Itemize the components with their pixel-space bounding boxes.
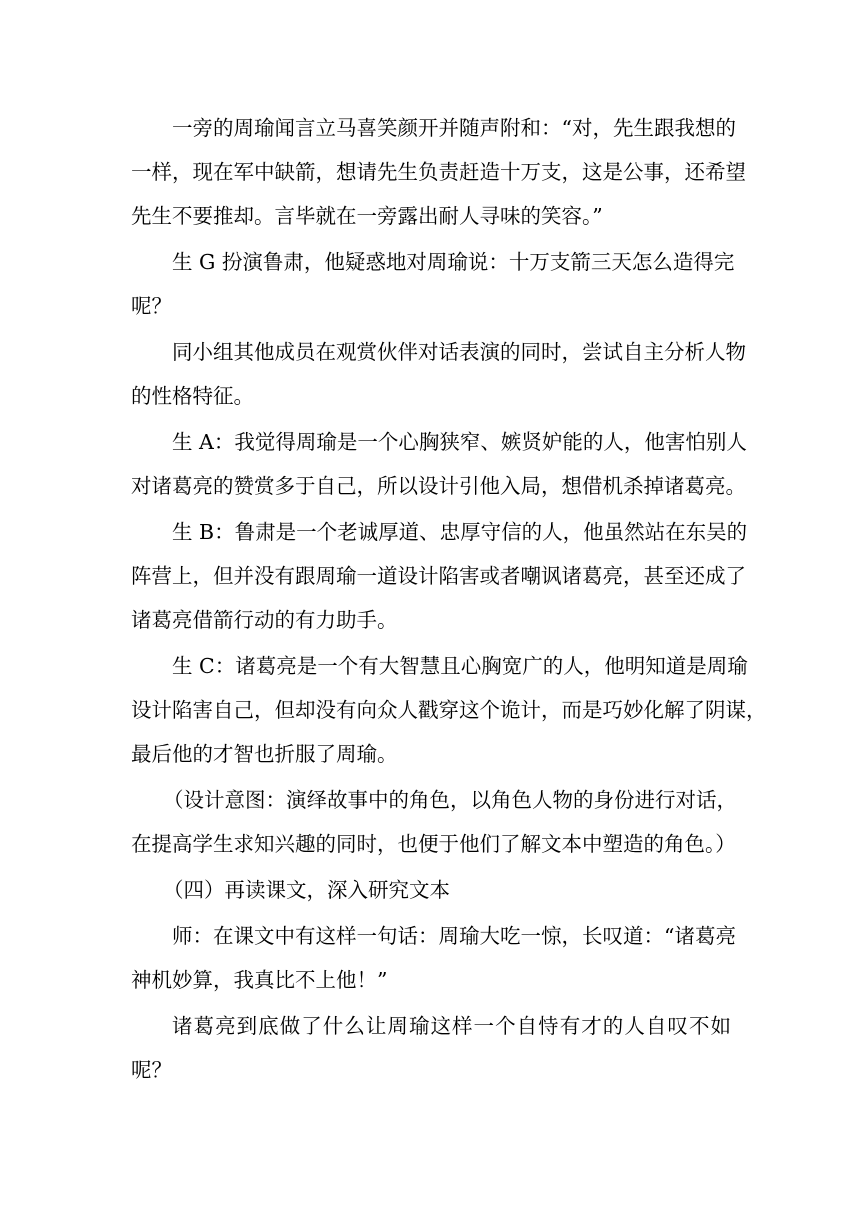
paragraph-5-line-2: 阵营上，但并没有跟周瑜一道设计陷害或者嘲讽诸葛亮，甚至还成了 — [131, 564, 746, 588]
paragraph-9-line-2: 神机妙算，我真比不上他！” — [131, 968, 388, 992]
paragraph-5-line-3: 诸葛亮借箭行动的有力助手。 — [131, 608, 398, 632]
paragraph-9-line-1: 师：在课文中有这样一句话：周瑜大吃一惊，长叹道：“诸葛亮 — [172, 924, 736, 948]
paragraph-3-line-2: 的性格特征。 — [131, 384, 254, 408]
paragraph-1-line-3: 先生不要推却。言毕就在一旁露出耐人寻味的笑容。” — [131, 204, 603, 228]
paragraph-4-line-1: 生 A：我觉得周瑜是一个心胸狭窄、嫉贤妒能的人，他害怕别人 — [172, 430, 747, 454]
paragraph-2-line-2: 呢？ — [131, 294, 172, 318]
paragraph-10-line-2: 呢？ — [131, 1058, 172, 1082]
paragraph-7-line-2: 在提高学生求知兴趣的同时，也便于他们了解文本中塑造的角色。） — [131, 832, 736, 856]
paragraph-7-line-1: （设计意图：演绎故事中的角色，以角色人物的身份进行对话， — [163, 788, 737, 812]
section-heading: （四）再读课文，深入研究文本 — [163, 878, 450, 902]
paragraph-1-line-1: 一旁的周瑜闻言立马喜笑颜开并随声附和：“对，先生跟我想的 — [172, 116, 736, 140]
paragraph-6-line-3: 最后他的才智也折服了周瑜。 — [131, 742, 398, 766]
paragraph-3-line-1: 同小组其他成员在观赏伙伴对话表演的同时，尝试自主分析人物 — [172, 340, 746, 364]
paragraph-6-line-1: 生 C：诸葛亮是一个有大智慧且心胸宽广的人，他明知道是周瑜 — [172, 654, 748, 678]
paragraph-5-line-1: 生 B：鲁肃是一个老诚厚道、忠厚守信的人，他虽然站在东吴的 — [172, 520, 748, 544]
paragraph-1-line-2: 一样，现在军中缺箭，想请先生负责赶造十万支，这是公事，还希望 — [131, 160, 746, 184]
paragraph-2-line-1: 生 G 扮演鲁肃，他疑惑地对周瑜说：十万支箭三天怎么造得完 — [172, 250, 735, 274]
paragraph-4-line-2: 对诸葛亮的赞赏多于自己，所以设计引他入局，想借机杀掉诸葛亮。 — [131, 474, 746, 498]
paragraph-10-line-1: 诸葛亮到底做了什么让周瑜这样一个自恃有才的人自叹不如 — [172, 1014, 731, 1038]
paragraph-6-line-2: 设计陷害自己，但却没有向众人戳穿这个诡计，而是巧妙化解了阴谋， — [131, 698, 767, 722]
